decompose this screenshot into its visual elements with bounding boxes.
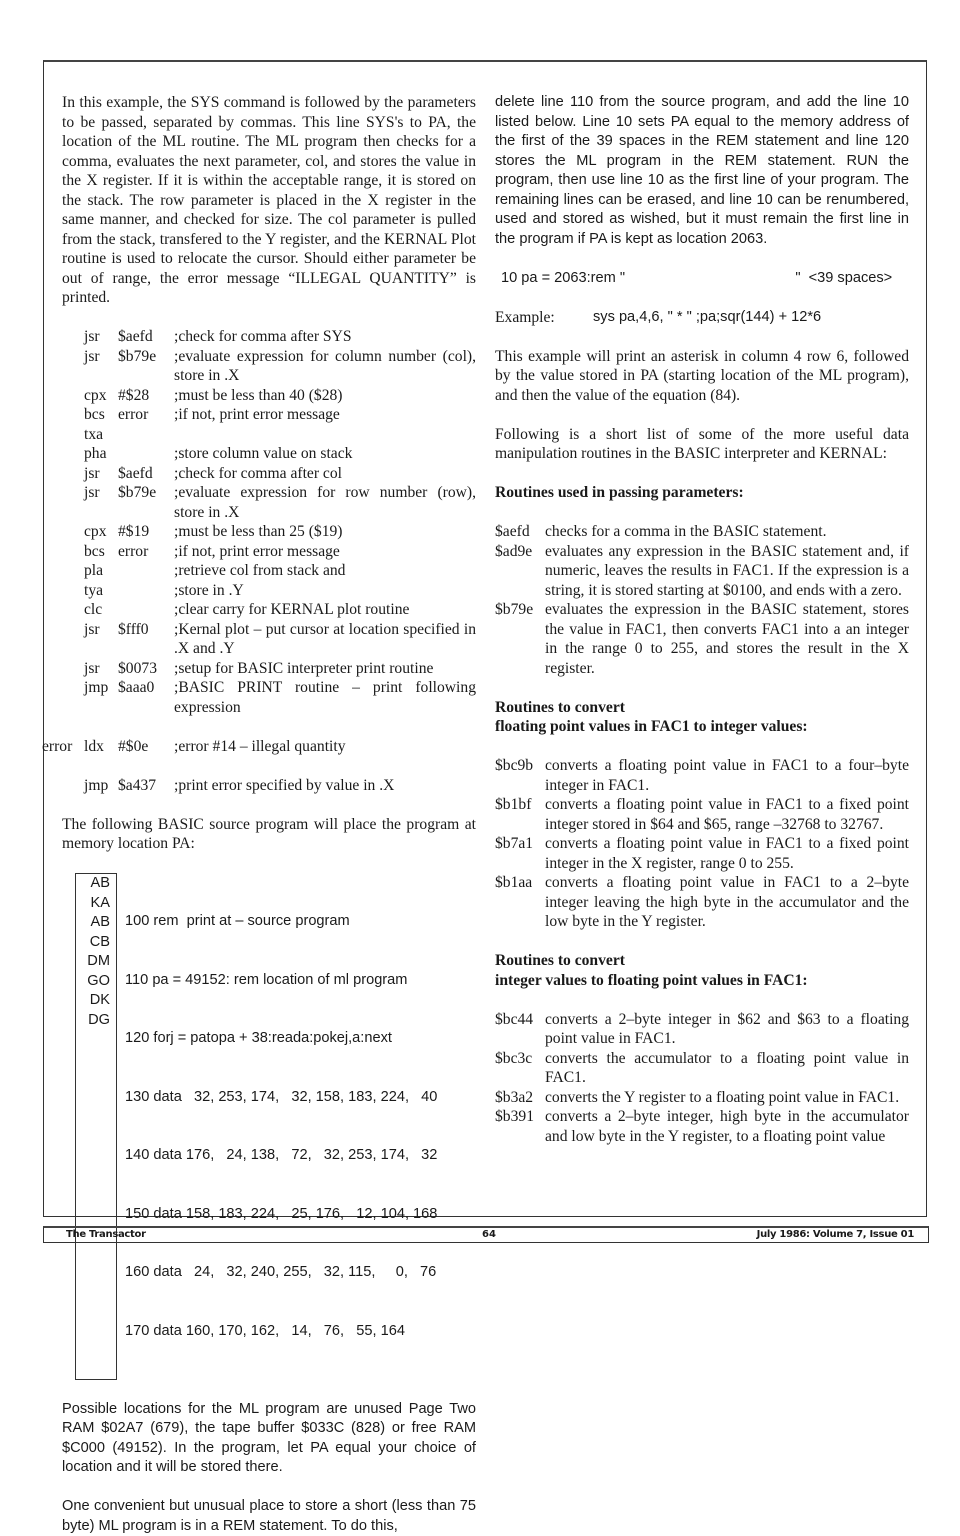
asm-row: pha ;store column value on stack xyxy=(84,445,353,462)
routine-entry xyxy=(495,795,909,834)
example-label: Example: xyxy=(495,308,555,326)
program-line: 130 data 32, 253, 174, 32, 158, 183, 224, 40 xyxy=(125,1088,438,1105)
asm-row: tya ;store in .Y xyxy=(84,581,244,599)
line10-code: 10 pa = 2063:rem " " <39 spaces> xyxy=(501,269,893,286)
routine-entry xyxy=(495,756,909,795)
asm-row: pla ;retrieve col from stack and xyxy=(84,562,346,579)
asm-row: jsr $0073 ;setup for BASIC interpreter print routine xyxy=(84,659,434,677)
asm-row: txa xyxy=(84,425,104,443)
section-float-to-int xyxy=(495,698,909,932)
asm-row: cpx #$19 ;must be less than 25 ($19) xyxy=(84,523,343,540)
asm-row: jsr $b79e ;evaluate expression for column number (col), store in .X xyxy=(84,347,476,384)
routine-entry xyxy=(495,1049,909,1088)
checksum-column: AB KA AB CB DM GO DK DG xyxy=(75,873,117,1380)
intro-paragraph: In this example, the SYS command is followed by the parameters to be passed, separated by commas. This line SYS's to PA, the location of the ML routine. The ML program then checks for a comma, evaluates the next parameter, col, and stores the value in the X register. If it is within the acceptable range, it is stored on the stack. The row parameter is placed in the X register in the same manner, and checked for size. The col parameter is pulled from the stack, transfered to the Y register, and the KERNAL Plot routine is used to relocate the cursor. Should either parameter be out of range, the error message “ILLEGAL QUANTITY” is printed. xyxy=(62,94,476,306)
routine-entry xyxy=(495,1010,909,1049)
asm-row: clc ;clear carry for KERNAL plot routine xyxy=(84,601,410,618)
basic-intro: The following BASIC source program will place the program at memory location PA: xyxy=(62,815,476,852)
asm-row: jmp $a437 ;print error specified by value in .X xyxy=(84,776,395,794)
routine-address: $aefd xyxy=(495,523,530,540)
asm-row: jsr $b79e ;evaluate expression for row number (row), store in .X xyxy=(84,484,476,521)
routine-address: $bc3c xyxy=(495,1049,533,1067)
example-explanation: This example will print an asterisk in column 4 row 6, followed by the value stored in PA (starting location of the ML program), and then the value of the equation (84). xyxy=(495,347,909,404)
left-column xyxy=(42,93,476,1536)
routine-description: evaluates the expression in the BASIC statement, stores the value in FAC1, then converts FAC1 into a an integer in the range 0 to 255, and stores the result in the X register. xyxy=(545,601,909,677)
asm-row: jmp $aaa0 ;BASIC PRINT routine – print following expression xyxy=(84,679,476,716)
issue-info: July 1986: Volume 7, Issue 01 xyxy=(756,1229,914,1240)
program-line: 150 data 158, 183, 224, 25, 176, 12, 104, 168 xyxy=(125,1205,438,1222)
section-heading: Routines to convert xyxy=(495,952,625,969)
section-heading: floating point values in FAC1 to integer values: xyxy=(495,718,808,735)
program-line: 120 forj = patopa + 38:reada:pokej,a:next xyxy=(125,1030,392,1046)
routine-description: converts a 2–byte integer in $62 and $63 to a floating point value in FAC1. xyxy=(545,1010,909,1047)
routine-entry xyxy=(495,542,909,601)
routine-description: converts the accumulator to a floating point value in FAC1. xyxy=(545,1049,909,1086)
basic-listing xyxy=(75,873,476,1380)
list-intro: Following is a short list of some of the more useful data manipulation routines in the BASIC interpreter and KERNAL: xyxy=(495,425,909,462)
routine-entry xyxy=(495,1088,909,1108)
routine-address: $bc9b xyxy=(495,757,534,774)
routine-entry xyxy=(495,1107,909,1146)
routine-description: converts the Y register to a floating point value in FAC1. xyxy=(545,1088,900,1106)
program-line: 100 rem print at – source program xyxy=(125,913,350,929)
asm-row: jsr $aefd ;check for comma after SYS xyxy=(84,328,352,345)
routine-entry xyxy=(495,873,909,932)
routine-description: checks for a comma in the BASIC statement. xyxy=(545,523,827,540)
routine-address: $b7a1 xyxy=(495,835,534,852)
locations-paragraph: Possible locations for the ML program are unused Page Two RAM $02A7 (679), the tape buffer $033C (828) or free RAM $C000 (49152). In the program, let PA equal your choice of location and it will be stored there. xyxy=(62,1400,476,1475)
section-passing-parameters xyxy=(495,483,909,678)
program-line: 140 data 176, 24, 138, 72, 32, 253, 174, 32 xyxy=(125,1147,438,1163)
routine-address: $b3a2 xyxy=(495,1088,534,1106)
program-lines xyxy=(125,873,437,1380)
routine-address: $b391 xyxy=(495,1108,534,1125)
example-line xyxy=(495,308,909,328)
rem-paragraph-continued: delete line 110 from the source program, and add the line 10 listed below. Line 10 sets PA equal to the memory address of the first of the 39 spaces in the REM statement and line 120 stores the ML program in the REM statement. RUN the program, then use line 10 as the first line of your program. The remaining lines can be erased, and line 10 can be renumbered, used and stored as wished, but it must remain the first line in the program if PA is kept as location 2063. xyxy=(495,94,909,247)
section-heading: Routines used in passing parameters: xyxy=(495,484,744,501)
page-footer xyxy=(43,1226,929,1243)
rem-paragraph-start: One convenient but unusual place to store a short (less than 75 byte) ML program is in a REM statement. To do this, xyxy=(62,1498,476,1534)
section-int-to-float xyxy=(495,951,909,1146)
routine-description: converts a floating point value in FAC1 to a four–byte integer in FAC1. xyxy=(545,757,909,794)
asm-row: jsr $aefd ;check for comma after col xyxy=(84,464,342,482)
example-code: sys pa,4,6, " * " ;pa;sqr(144) + 12*6 xyxy=(593,308,822,325)
asm-row: bcs error ;if not, print error message xyxy=(84,542,340,560)
asm-row: cpx #$28 ;must be less than 40 ($28) xyxy=(84,386,343,404)
routine-entry xyxy=(495,600,909,678)
publication-name: The Transactor xyxy=(66,1229,146,1240)
routine-address: $b79e xyxy=(495,601,534,618)
program-line: 170 data 160, 170, 162, 14, 76, 55, 164 xyxy=(125,1322,405,1339)
section-heading: Routines to convert xyxy=(495,698,625,716)
routine-description: converts a floating point value in FAC1 to a fixed point integer in the X register, range 0 to 255. xyxy=(545,835,909,872)
routine-entry xyxy=(495,834,909,873)
program-line: 110 pa = 49152: rem location of ml program xyxy=(125,971,408,988)
routine-description: converts a floating point value in FAC1 to a 2–byte integer leaving the high byte in the accumulator and the low byte in the Y register. xyxy=(545,874,909,930)
page-number: 64 xyxy=(482,1229,496,1240)
assembly-listing xyxy=(42,327,476,795)
asm-row-error: error ldx #$0e ;error #14 – illegal quantity xyxy=(42,737,346,755)
program-line: 160 data 24, 32, 240, 255, 32, 115, 0, 76 xyxy=(125,1264,437,1280)
routine-address: $bc44 xyxy=(495,1010,534,1028)
routine-entry xyxy=(495,522,909,542)
routine-address: $ad9e xyxy=(495,542,533,560)
section-heading: integer values to floating point values in FAC1: xyxy=(495,971,808,989)
routine-address: $b1bf xyxy=(495,796,532,813)
right-column xyxy=(495,93,909,1146)
routine-description: evaluates any expression in the BASIC statement and, if numeric, leaves the results in FAC1. If the expression is a string, it is stored starting at $0100, and ends with a zero. xyxy=(545,542,909,599)
routine-description: converts a floating point value in FAC1 to a fixed point integer stored in $64 and $65, range –32768 to 32767. xyxy=(545,796,909,833)
asm-row: jsr $fff0 ;Kernal plot – put cursor at location specified in .X and .Y xyxy=(84,620,476,657)
asm-row: bcs error ;if not, print error message xyxy=(84,406,340,423)
routine-address: $b1aa xyxy=(495,874,533,891)
routine-description: converts a 2–byte integer, high byte in the accumulator and low byte in the Y register, to a floating point value xyxy=(545,1108,909,1145)
